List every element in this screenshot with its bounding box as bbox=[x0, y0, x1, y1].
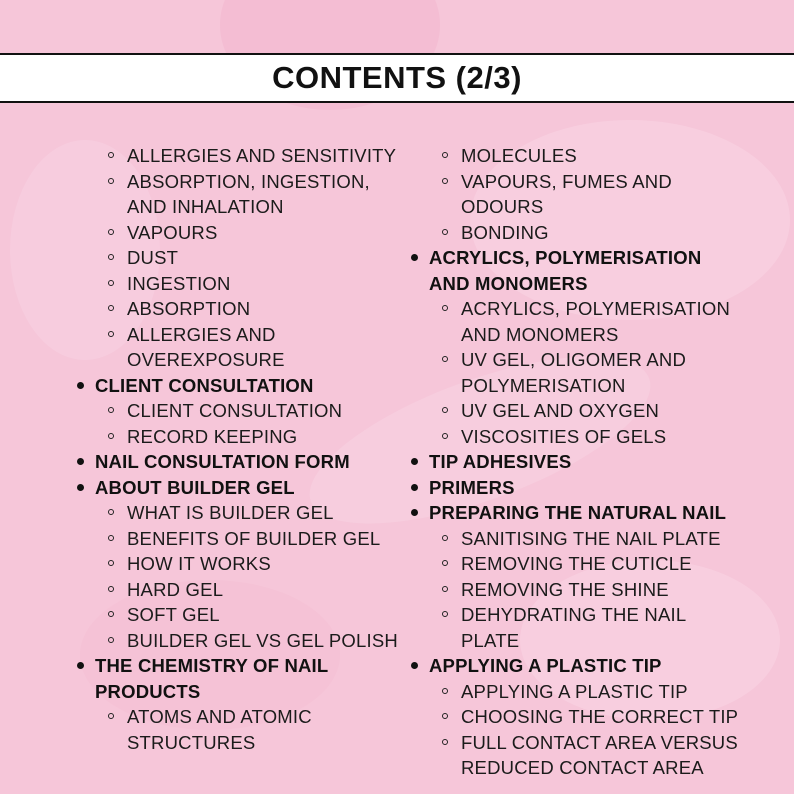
subsection-item: ABSORPTION, INGESTION, bbox=[76, 169, 406, 195]
subsection-item: SANITISING THE NAIL PLATE bbox=[410, 526, 790, 552]
subsection-item: BONDING bbox=[410, 220, 790, 246]
section-heading: ACRYLICS, POLYMERISATION bbox=[410, 245, 790, 271]
subsection-item: POLYMERISATION bbox=[461, 374, 626, 396]
subsection-item: UV GEL AND OXYGEN bbox=[410, 398, 790, 424]
subsection-item: RECORD KEEPING bbox=[76, 424, 406, 450]
subsection-item: ALLERGIES AND SENSITIVITY bbox=[76, 143, 406, 169]
title-banner bbox=[0, 53, 794, 103]
subsection-item: STRUCTURES bbox=[127, 731, 256, 753]
subsection-item: ODOURS bbox=[461, 196, 544, 217]
subsection-item: HOW IT WORKS bbox=[76, 551, 406, 577]
subsection-item: VAPOURS, FUMES AND bbox=[410, 169, 790, 195]
page-title: CONTENTS (2/3) bbox=[272, 60, 522, 95]
subsection-item: CHOOSING THE CORRECT TIP bbox=[410, 704, 790, 730]
section-heading: NAIL CONSULTATION FORM bbox=[76, 449, 406, 475]
section-heading: PRIMERS bbox=[410, 475, 790, 501]
contents-column-left bbox=[76, 143, 406, 755]
subsection-item: CLIENT CONSULTATION bbox=[76, 398, 406, 424]
section-heading: PREPARING THE NATURAL NAIL bbox=[410, 500, 790, 526]
subsection-item: DEHYDRATING THE NAIL bbox=[410, 602, 790, 628]
subsection-item: APPLYING A PLASTIC TIP bbox=[410, 679, 790, 705]
subsection-item: FULL CONTACT AREA VERSUS bbox=[410, 730, 790, 756]
subsection-item: REMOVING THE CUTICLE bbox=[410, 551, 790, 577]
subsection-item: WHAT IS BUILDER GEL bbox=[76, 500, 406, 526]
section-heading: PRODUCTS bbox=[95, 680, 201, 702]
subsection-item: REDUCED CONTACT AREA bbox=[461, 757, 704, 778]
subsection-item: INGESTION bbox=[76, 271, 406, 297]
section-heading: AND MONOMERS bbox=[429, 272, 588, 294]
subsection-item: VAPOURS bbox=[76, 220, 406, 246]
subsection-item: OVEREXPOSURE bbox=[127, 349, 285, 370]
subsection-item: VISCOSITIES OF GELS bbox=[410, 424, 790, 450]
subsection-item: ATOMS AND ATOMIC bbox=[76, 704, 406, 730]
contents-column-right bbox=[410, 143, 790, 781]
section-heading: CLIENT CONSULTATION bbox=[76, 373, 406, 399]
subsection-item: HARD GEL bbox=[76, 577, 406, 603]
subsection-item: AND INHALATION bbox=[127, 196, 284, 217]
subsection-item: ALLERGIES AND bbox=[76, 322, 406, 348]
subsection-item: PLATE bbox=[461, 629, 520, 651]
subsection-item: REMOVING THE SHINE bbox=[410, 577, 790, 603]
subsection-item: BENEFITS OF BUILDER GEL bbox=[76, 526, 406, 552]
subsection-item: UV GEL, OLIGOMER AND bbox=[410, 347, 790, 373]
section-heading: THE CHEMISTRY OF NAIL bbox=[76, 653, 406, 679]
subsection-item: AND MONOMERS bbox=[461, 323, 619, 345]
subsection-item: BUILDER GEL VS GEL POLISH bbox=[76, 628, 406, 654]
subsection-item: ACRYLICS, POLYMERISATION bbox=[410, 296, 790, 322]
subsection-item: SOFT GEL bbox=[76, 602, 406, 628]
section-heading: APPLYING A PLASTIC TIP bbox=[410, 653, 790, 679]
subsection-item: DUST bbox=[76, 245, 406, 271]
section-heading: TIP ADHESIVES bbox=[410, 449, 790, 475]
subsection-item: ABSORPTION bbox=[76, 296, 406, 322]
subsection-item: MOLECULES bbox=[410, 143, 790, 169]
section-heading: ABOUT BUILDER GEL bbox=[76, 475, 406, 501]
